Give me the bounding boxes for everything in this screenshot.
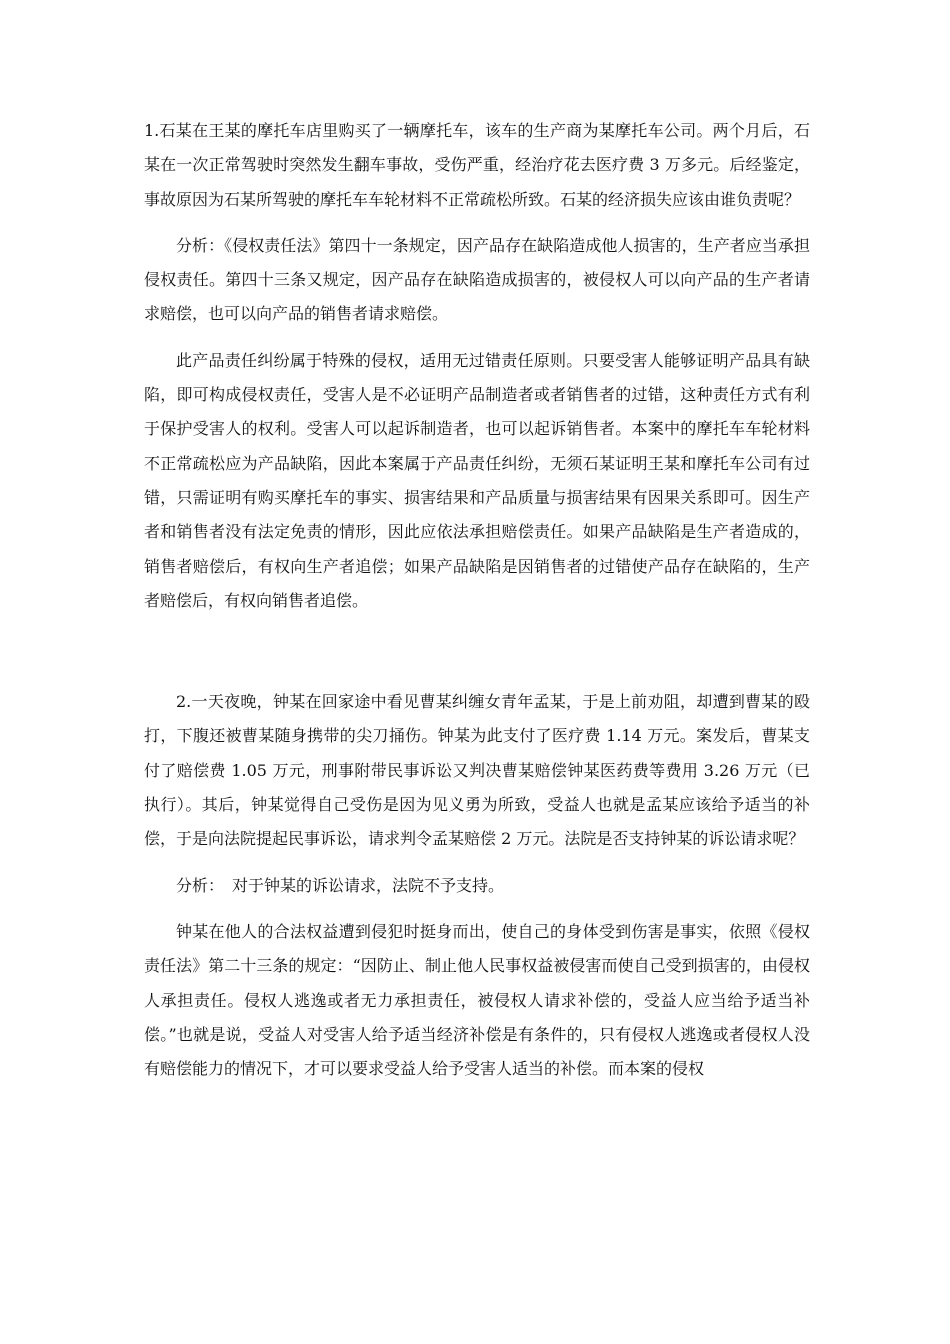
case1-analysis-intro: 分析：《侵权责任法》第四十一条规定，因产品存在缺陷造成他人损害的，生产者应当承担侵权责任。第四十三条又规定，因产品存在缺陷造成损害的，被侵权人可以向产品的生产者请求赔偿，也可以向产品的销售者请求赔偿。 bbox=[144, 235, 810, 324]
case-separator bbox=[144, 630, 810, 685]
case1-question: 1.石某在王某的摩托车店里购买了一辆摩托车，该车的生产商为某摩托车公司。两个月后，石某在一次正常驾驶时突然发生翻车事故，受伤严重，经治疗花去医疗费 3 万多元。后经鉴定，事故原因为石某所驾驶的摩托车车轮材料不正常疏松所致。石某的经济损失应该由谁负责呢？ bbox=[144, 121, 810, 209]
case2-analysis-intro: 分析： 对于钟某的诉讼请求，法院不予支持。 bbox=[176, 875, 505, 895]
case2-question: 2.一天夜晚，钟某在回家途中看见曹某纠缠女青年孟某，于是上前劝阻，却遭到曹某的殴打，下腹还被曹某随身携带的尖刀捅伤。钟某为此支付了医疗费 1.14 万元。案发后，曹某支付了赔偿费 1.05 万元，刑事附带民事诉讼又判决曹某赔偿钟某医药费等费用 3.26 万元（已执行）。其后，钟某觉得自己受伤是因为见义勇为所致，受益人也就是孟某应该给予适当的补偿，于是向法院提起民事诉讼，请求判令孟某赔偿 2 万元。法院是否支持钟某的诉讼请求呢？ bbox=[144, 692, 810, 849]
case1-analysis-body: 此产品责任纠纷属于特殊的侵权，适用无过错责任原则。只要受害人能够证明产品具有缺陷，即可构成侵权责任，受害人是不必证明产品制造者或者销售者的过错，这种责任方式有利于保护受害人的权利。受害人可以起诉制造者，也可以起诉销售者。本案中的摩托车车轮材料不正常疏松应为产品缺陷，因此本案属于产品责任纠纷，无须石某证明王某和摩托车公司有过错，只需证明有购买摩托车的事实、损害结果和产品质量与损害结果有因果关系即可。因生产者和销售者没有法定免责的情形，因此应依法承担赔偿责任。如果产品缺陷是生产者造成的，销售者赔偿后，有权向生产者追偿；如果产品缺陷是因销售者的过错使产品存在缺陷的，生产者赔偿后，有权向销售者追偿。 bbox=[144, 350, 810, 610]
document-page bbox=[144, 114, 810, 1098]
case2-analysis-body: 钟某在他人的合法权益遭到侵犯时挺身而出，使自己的身体受到伤害是事实，依照《侵权责任法》第二十三条的规定：“因防止、制止他人民事权益被侵害而使自己受到损害的，由侵权人承担责任。侵权人逃逸或者无力承担责任，被侵权人请求补偿的，受益人应当给予适当补偿。”也就是说，受益人对受害人给予适当经济补偿是有条件的，只有侵权人逃逸或者侵权人没有赔偿能力的情况下，才可以要求受益人给予受害人适当的补偿。而本案的侵权 bbox=[144, 921, 810, 1079]
